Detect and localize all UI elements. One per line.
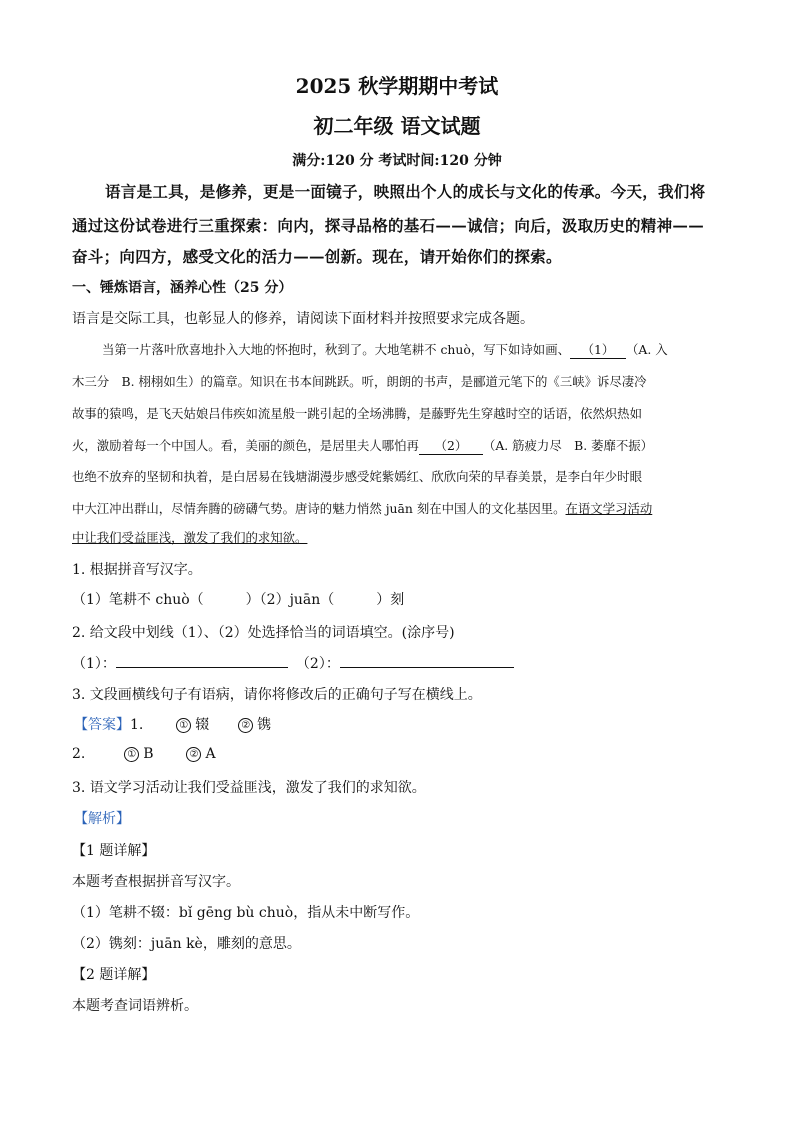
intro-line-1: 语言是工具，是修养，更是一面镜子，映照出个人的成长与文化的传承。今天，我们将: [105, 182, 706, 201]
answer-line-2: [340, 667, 514, 668]
answer-row-3: 3. 语文学习活动让我们受益匪浅，激发了我们的求知欲。: [72, 780, 426, 796]
passage-line-1: [102, 340, 668, 359]
question-2-answer-lines: [72, 653, 514, 673]
answer-value: A: [205, 746, 216, 762]
passage-text: 火，激励着每一个中国人。看，美丽的颜色，是居里夫人哪怕再: [72, 438, 419, 453]
passage-text: （A. 入: [625, 342, 668, 357]
passage-text: （A. 筋疲力尽 B. 萎靡不振）: [482, 438, 654, 453]
detail-1-item-2: （2）镌刻：juān kè，雕刻的意思。: [72, 936, 301, 952]
answer-number: 2.: [72, 746, 86, 762]
intro-line-2: 通过这份试卷进行三重探索：向内，探寻品格的基石——诚信；向后，汲取历史的精神——: [72, 216, 705, 235]
passage-line-7: 中让我们受益匪浅，激发了我们的求知欲。: [72, 530, 308, 545]
underlined-sentence: 在语文学习活动: [565, 501, 653, 516]
passage-line-3: 故事的猿鸣，是飞天姑娘吕伟疾如流星般一跳引起的全场沸腾，是藤野先生穿越时空的话语，依然炽热如: [72, 406, 642, 421]
intro-line-3: 奋斗；向四方，感受文化的活力——创新。现在，请开始你们的探索。: [72, 247, 562, 266]
passage-line-4: [72, 436, 653, 455]
blank-label-1: （1）：: [72, 656, 116, 672]
circle-number: ①: [124, 747, 139, 762]
analysis-tag: 【解析】: [74, 811, 130, 827]
answer-tag: 【答案】: [74, 717, 130, 733]
answer-value: 镌: [257, 717, 272, 733]
question-1-blanks: （1）笔耕不 chuò（ ）（2）juān（ ）刻: [72, 592, 405, 608]
answer-row-1: [74, 714, 271, 734]
answer-number: 1.: [130, 717, 144, 733]
answer-value: B: [143, 746, 154, 762]
question-3: 3. 文段画横线句子有语病，请你将修改后的正确句子写在横线上。: [72, 687, 482, 703]
circle-number: ②: [238, 718, 253, 733]
detail-2-text: 本题考查词语辨析。: [72, 998, 198, 1014]
passage-text: 中大江冲出群山，尽情奔腾的磅礴气势。唐诗的魅力悄然 juān 刻在中国人的文化基因里。: [72, 501, 566, 516]
answer-row-2: [72, 746, 216, 762]
circle-number: ①: [176, 718, 191, 733]
passage-blank-1: （1）: [570, 340, 626, 359]
detail-1-heading: 【1 题详解】: [72, 843, 156, 859]
answer-line-1: [116, 667, 288, 668]
answer-value: 辍: [195, 717, 210, 733]
detail-2-heading: 【2 题详解】: [72, 967, 156, 983]
detail-1-text: 本题考查根据拼音写汉字。: [72, 874, 240, 890]
passage-line-2: 木三分 B. 栩栩如生）的篇章。知识在书本间跳跃。听，朗朗的书声，是郦道元笔下的《三峡》诉尽凄冷: [72, 374, 647, 389]
section-heading: 一、锤炼语言，涵养心性（25 分）: [72, 280, 293, 296]
passage-text: 当第一片落叶欣喜地扑入大地的怀抱时，秋到了。大地笔耕不 chuò，写下如诗如画、: [102, 342, 570, 357]
passage-line-6: [72, 499, 652, 517]
question-1: 1. 根据拼音写汉字。: [72, 562, 202, 578]
exam-subtitle: 初二年级 语文试题: [313, 114, 481, 138]
passage-line-5: 也绝不放弃的坚韧和执着，是白居易在钱塘湖漫步感受姹紫嫣红、欣欣向荣的早春美景，是李白年少时眼: [72, 469, 642, 484]
section-lead: 语言是交际工具，也彰显人的修养，请阅读下面材料并按照要求完成各题。: [72, 311, 534, 327]
detail-1-item-1: （1）笔耕不辍：bǐ gēng bù chuò，指从未中断写作。: [72, 905, 420, 921]
score-info: 满分:120 分 考试时间:120 分钟: [292, 153, 502, 169]
exam-title: 2025 秋学期期中考试: [295, 74, 499, 98]
passage-blank-2: （2）: [419, 436, 483, 455]
circle-number: ②: [186, 747, 201, 762]
blank-label-2: （2）：: [295, 656, 340, 672]
question-2: 2. 给文段中划线（1）、（2）处选择恰当的词语填空。(涂序号): [72, 625, 455, 641]
